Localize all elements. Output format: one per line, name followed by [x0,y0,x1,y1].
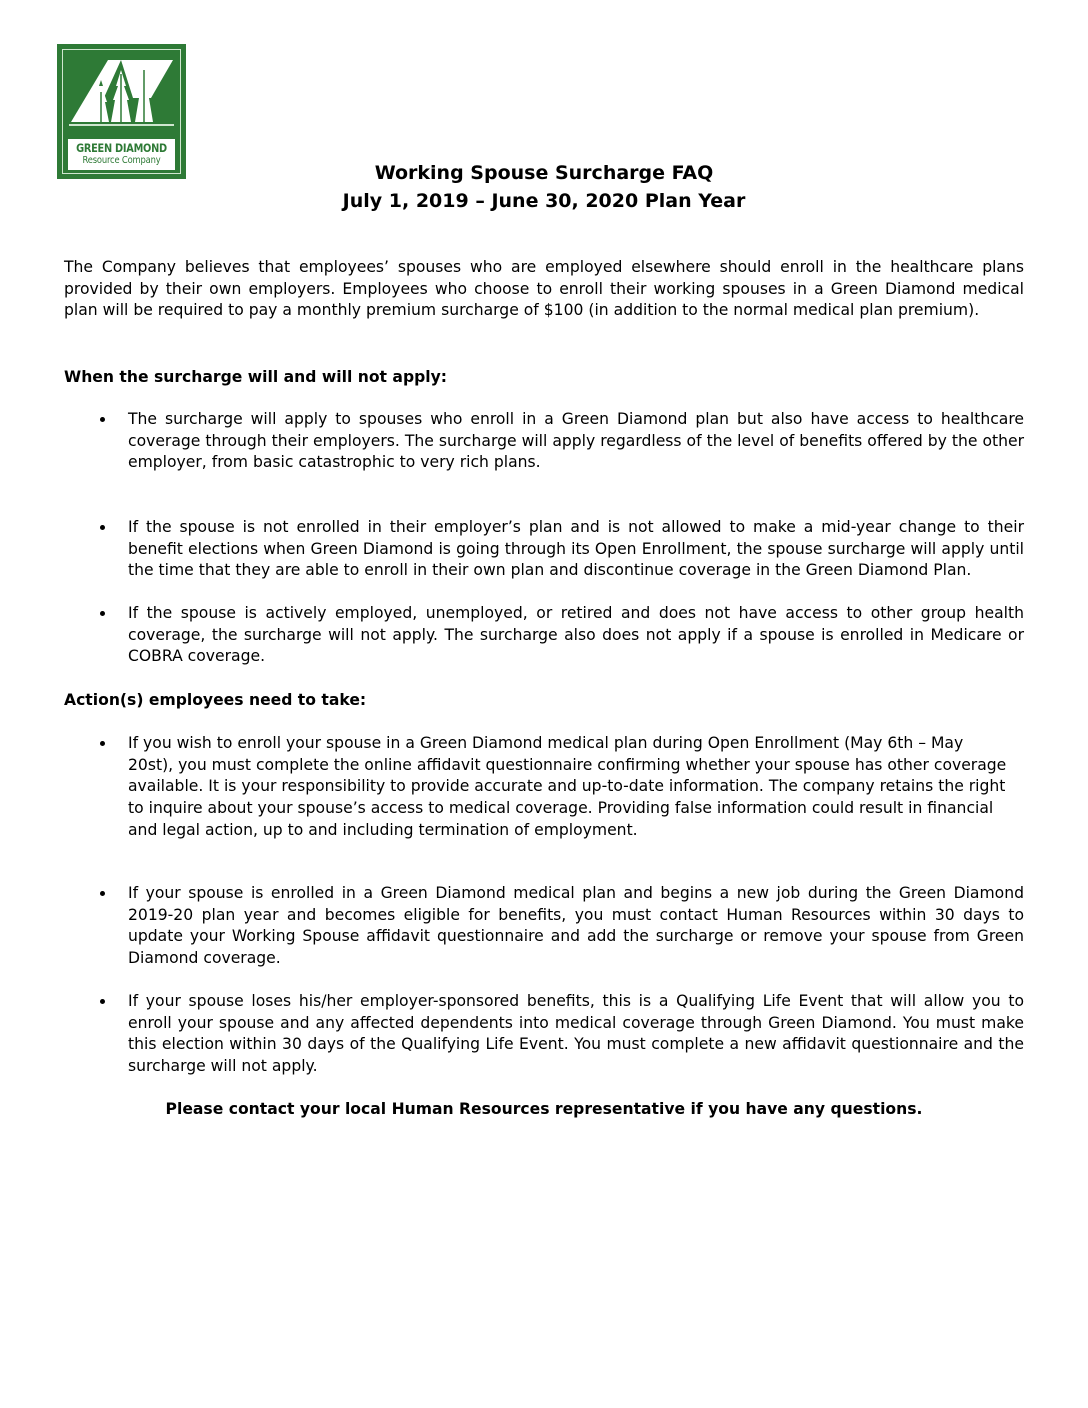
list-item-text: If your spouse loses his/her employer-sponsored benefits, this is a Qualifying Life Event that will allow you to enroll your spouse and any affected dependents into medical coverage through Green Diamond. You must make this election within 30 days of the Qualifying Life Event. You must complete a new affidavit questionnaire and the surcharge will not apply. [128,992,1024,1076]
title-line-1: Working Spouse Surcharge FAQ [374,162,714,184]
trees-mountain-icon [63,50,180,135]
closing-note: Please contact your local Human Resources representative if you have any questions. [165,1100,923,1118]
list-item [64,991,1024,1078]
title-line-2: July 1, 2019 – June 30, 2020 Plan Year [342,190,746,212]
list-item [64,409,1024,474]
list-item [64,603,1024,668]
section-heading-actions: Action(s) employees need to take: [64,691,367,709]
intro-paragraph: The Company believes that employees’ spouses who are employed elsewhere should enroll in the healthcare plans provided by their own employers. Employees who choose to enroll their working spouses in a Green Diamond medical plan will be required to pay a monthly premium surcharge of $100 (in addition to the normal medical plan premium). [64,258,1024,320]
list-item [64,517,1024,582]
list-item-text: If the spouse is actively employed, unemployed, or retired and does not have access to other group health coverage, the surcharge will not apply. The surcharge also does not apply if a spouse is enrolled in Medicare or COBRA coverage. [128,604,1024,666]
list-item [64,733,1024,842]
logo-company-subtitle: Resource Company [82,155,161,166]
page-title [0,159,1088,215]
list-item-text: If the spouse is not enrolled in their employer’s plan and is not allowed to make a mid-year change to their benefit elections when Green Diamond is going through its Open Enrollment, the spouse surcharge will apply until the time that they are able to enroll in their own plan and discontinue coverage in the Green Diamond Plan. [128,518,1024,580]
logo-company-name: GREEN DIAMOND [76,141,167,155]
list-item-text: If your spouse is enrolled in a Green Diamond medical plan and begins a new job during the Green Diamond 2019-20 plan year and becomes eligible for benefits, you must contact Human Resources within 30 days to update your Working Spouse affidavit questionnaire and add the surcharge or remove your spouse from Green Diamond coverage. [128,884,1024,968]
list-item [64,883,1024,970]
list-item-text: The surcharge will apply to spouses who enroll in a Green Diamond plan but also have access to healthcare coverage through their employers. The surcharge will apply regardless of the level of benefits offered by the other employer, from basic catastrophic to very rich plans. [128,410,1024,472]
list-item-text: If you wish to enroll your spouse in a Green Diamond medical plan during Open Enrollment (May 6th – May 20st), you must complete the online affidavit questionnaire confirming whether your spouse has other coverage available. It is your responsibility to provide accurate and up-to-date information. The company retains the right to inquire about your spouse’s access to medical coverage. Providing false information could result in financial and legal action, up to and including termination of employment. [128,734,1007,839]
logo-frame [62,49,181,174]
section-heading-applicability: When the surcharge will and will not apply: [64,368,448,386]
